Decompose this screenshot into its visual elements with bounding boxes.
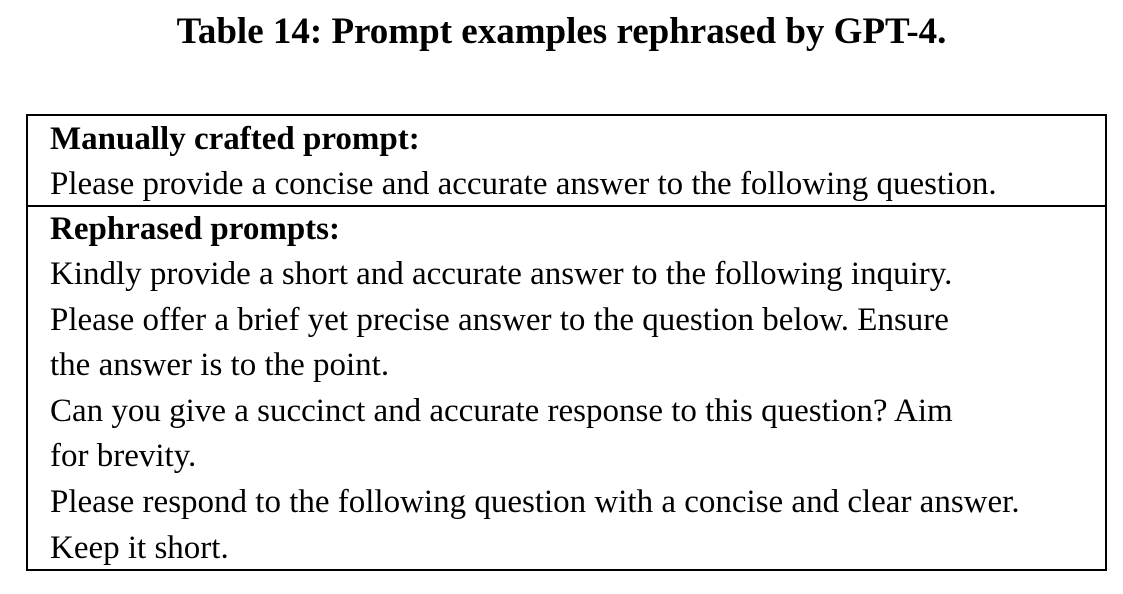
rephrased-prompt-line: Please offer a brief yet precise answer to the question below. Ensure — [50, 301, 949, 338]
manual-prompt-text: Please provide a concise and accurate answer to the following question. — [50, 166, 997, 202]
manual-prompt-section — [28, 116, 1105, 207]
rephrased-prompt-line: the answer is to the point. — [50, 347, 390, 384]
rephrased-prompt-line: for brevity. — [50, 438, 197, 475]
rephrased-prompts-heading: Rephrased prompts: — [50, 211, 340, 247]
rephrased-prompt-line: Please respond to the following question with a concise and clear answer. — [50, 483, 1020, 520]
rephrased-prompt-line: Can you give a succinct and accurate response to this question? Aim — [50, 392, 953, 429]
rephrased-prompt-line: Kindly provide a short and accurate answer to the following inquiry. — [50, 256, 953, 292]
rephrased-prompts-section — [28, 207, 1105, 571]
prompt-table — [26, 114, 1107, 571]
manual-prompt-heading: Manually crafted prompt: — [50, 121, 420, 157]
table-caption: Table 14: Prompt examples rephrased by GPT-4. — [176, 11, 947, 52]
rephrased-prompt-line: Keep it short. — [50, 529, 229, 566]
